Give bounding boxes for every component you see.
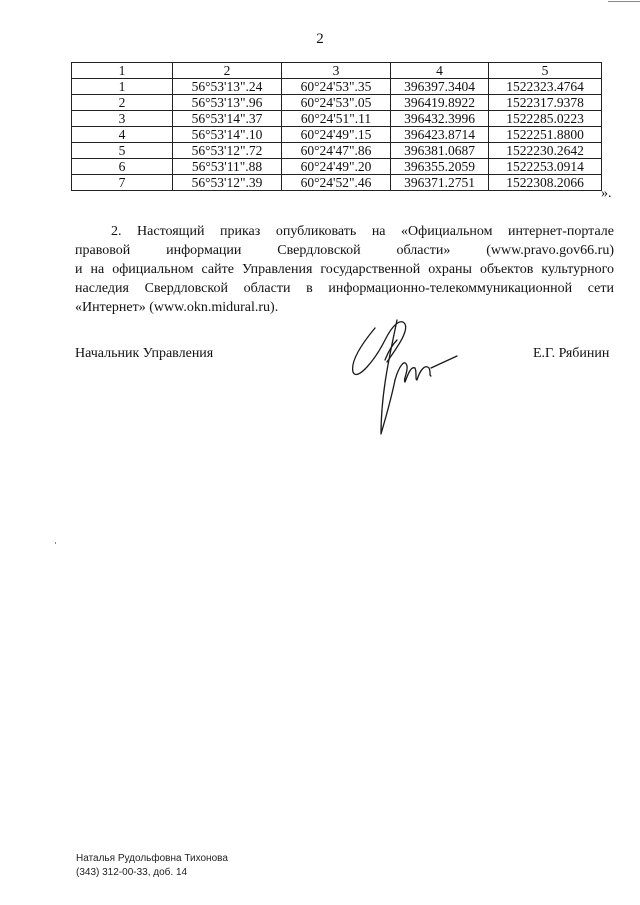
signatory-title: Начальник Управления: [75, 346, 214, 361]
table-header-row: [72, 63, 602, 79]
table-cell: 60°24'49".15: [282, 127, 391, 143]
page-number: 2: [316, 31, 324, 47]
footer-executor-phone: (343) 312-00-33, доб. 14: [76, 867, 188, 878]
table-header-cell: 2: [173, 63, 282, 79]
table-cell: 1522253.0914: [489, 159, 602, 175]
table-cell: 3: [72, 111, 173, 127]
table-cell: 60°24'52".46: [282, 175, 391, 191]
table-cell: 396397.3404: [391, 79, 489, 95]
table-cell: 56°53'14".37: [173, 111, 282, 127]
table-cell: 396381.0687: [391, 143, 489, 159]
handwritten-signature: [345, 310, 465, 440]
table-cell: 56°53'13".24: [173, 79, 282, 95]
table-cell: 1522251.8800: [489, 127, 602, 143]
table-row: [72, 143, 602, 159]
table-cell: 1522285.0223: [489, 111, 602, 127]
signatory-name: Е.Г. Рябинин: [533, 346, 610, 361]
paragraph-line: наследия Свердловской области в информационно-телекоммуникационной сети: [75, 281, 614, 296]
paragraph-line: 2. Настоящий приказ опубликовать на «Официальном интернет-портале: [111, 224, 614, 239]
signature-stroke: [395, 363, 431, 382]
table-cell: 1522230.2642: [489, 143, 602, 159]
table-cell: 56°53'13".96: [173, 95, 282, 111]
table-cell: 60°24'53".05: [282, 95, 391, 111]
table-header-cell: 4: [391, 63, 489, 79]
paragraph-line: «Интернет» (www.okn.midural.ru).: [75, 300, 279, 315]
table-cell: 396355.2059: [391, 159, 489, 175]
table-cell: 1: [72, 79, 173, 95]
signature-stroke: [353, 322, 406, 375]
signature-stroke: [381, 320, 397, 434]
table-cell: 1522323.4764: [489, 79, 602, 95]
footer-executor-name: Наталья Рудольфовна Тихонова: [76, 853, 228, 864]
table-row: [72, 79, 602, 95]
table-cell: 56°53'12".39: [173, 175, 282, 191]
table-closing-mark: ».: [601, 186, 612, 201]
table-cell: 56°53'12".72: [173, 143, 282, 159]
table-cell: 6: [72, 159, 173, 175]
table-cell: 1522317.9378: [489, 95, 602, 111]
table-row: [72, 111, 602, 127]
table-cell: 1522308.2066: [489, 175, 602, 191]
table-cell: 2: [72, 95, 173, 111]
table-cell: 56°53'14".10: [173, 127, 282, 143]
paragraph-line: и на официальном сайте Управления государственной охраны объектов культурного: [75, 262, 614, 277]
table-row: [72, 127, 602, 143]
table-cell: 396423.8714: [391, 127, 489, 143]
table-header-cell: 1: [72, 63, 173, 79]
publication-paragraph: [75, 222, 614, 317]
signature-stroke: [431, 356, 457, 368]
table-cell: 396371.2751: [391, 175, 489, 191]
table-cell: 56°53'11".88: [173, 159, 282, 175]
table-cell: 396432.3996: [391, 111, 489, 127]
coordinates-table: [71, 62, 602, 191]
table-cell: 5: [72, 143, 173, 159]
scan-corner-mark: [608, 1, 640, 2]
table-row: [72, 95, 602, 111]
scan-speck: [55, 542, 56, 544]
table-cell: 60°24'53".35: [282, 79, 391, 95]
table-cell: 7: [72, 175, 173, 191]
table-header-cell: 3: [282, 63, 391, 79]
table-header-cell: 5: [489, 63, 602, 79]
table-cell: 396419.8922: [391, 95, 489, 111]
paragraph-line: правовой информации Свердловской области» (www.pravo.gov66.ru): [75, 243, 614, 258]
table-cell: 60°24'49".20: [282, 159, 391, 175]
table-row: [72, 159, 602, 175]
table-cell: 4: [72, 127, 173, 143]
table-cell: 60°24'47".86: [282, 143, 391, 159]
table-cell: 60°24'51".11: [282, 111, 391, 127]
table-row: [72, 175, 602, 191]
